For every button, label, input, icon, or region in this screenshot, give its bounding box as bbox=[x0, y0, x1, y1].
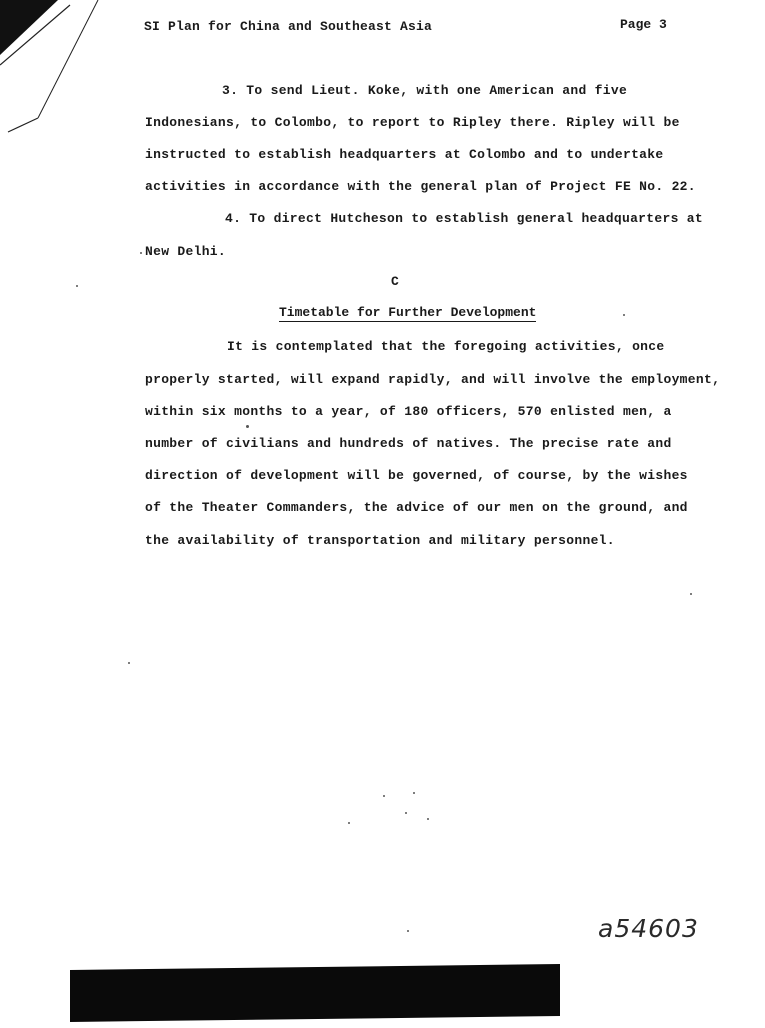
section-letter: C bbox=[391, 274, 399, 289]
paragraph-c-line-6: of the Theater Commanders, the advice of our men on the ground, and bbox=[145, 500, 688, 515]
scan-speck bbox=[348, 822, 350, 824]
scan-speck bbox=[76, 285, 78, 287]
paragraph-c-line-1: It is contemplated that the foregoing activities, once bbox=[227, 339, 665, 354]
scan-speck bbox=[427, 818, 429, 820]
scan-speck bbox=[140, 252, 142, 254]
paragraph-4-line-2: New Delhi. bbox=[145, 244, 227, 259]
paragraph-3-line-2: Indonesians, to Colombo, to report to Ripley there. Ripley will be bbox=[145, 115, 680, 130]
scan-speck bbox=[405, 812, 407, 814]
scan-speck bbox=[128, 662, 130, 664]
corner-binding-mark bbox=[0, 0, 110, 150]
redaction-bar bbox=[70, 964, 560, 1022]
paragraph-c-line-5: direction of development will be governed, of course, by the wishes bbox=[145, 468, 688, 483]
scan-speck bbox=[383, 795, 385, 797]
paragraph-c-line-2: properly started, will expand rapidly, and will involve the employment, bbox=[145, 372, 721, 387]
document-header-title: SI Plan for China and Southeast Asia bbox=[144, 19, 433, 34]
handwritten-document-number: a54603 bbox=[598, 914, 699, 943]
scan-speck bbox=[413, 792, 415, 794]
scan-speck bbox=[407, 930, 409, 932]
paragraph-4-line-1: 4. To direct Hutcheson to establish general headquarters at bbox=[225, 211, 703, 226]
scan-speck bbox=[690, 593, 692, 595]
paragraph-c-line-3: within six months to a year, of 180 officers, 570 enlisted men, a bbox=[145, 404, 672, 419]
section-title: Timetable for Further Development bbox=[279, 305, 537, 320]
scan-speck bbox=[623, 314, 625, 316]
paragraph-c-line-4: number of civilians and hundreds of natives. The precise rate and bbox=[145, 436, 672, 451]
paragraph-3-line-1: 3. To send Lieut. Koke, with one American and five bbox=[222, 83, 628, 98]
paragraph-3-line-4: activities in accordance with the general plan of Project FE No. 22. bbox=[145, 179, 696, 194]
paragraph-c-line-7: the availability of transportation and military personnel. bbox=[145, 533, 615, 548]
paragraph-3-line-3: instructed to establish headquarters at Colombo and to undertake bbox=[145, 147, 664, 162]
scan-speck bbox=[246, 425, 249, 428]
page-number: Page 3 bbox=[620, 17, 667, 32]
